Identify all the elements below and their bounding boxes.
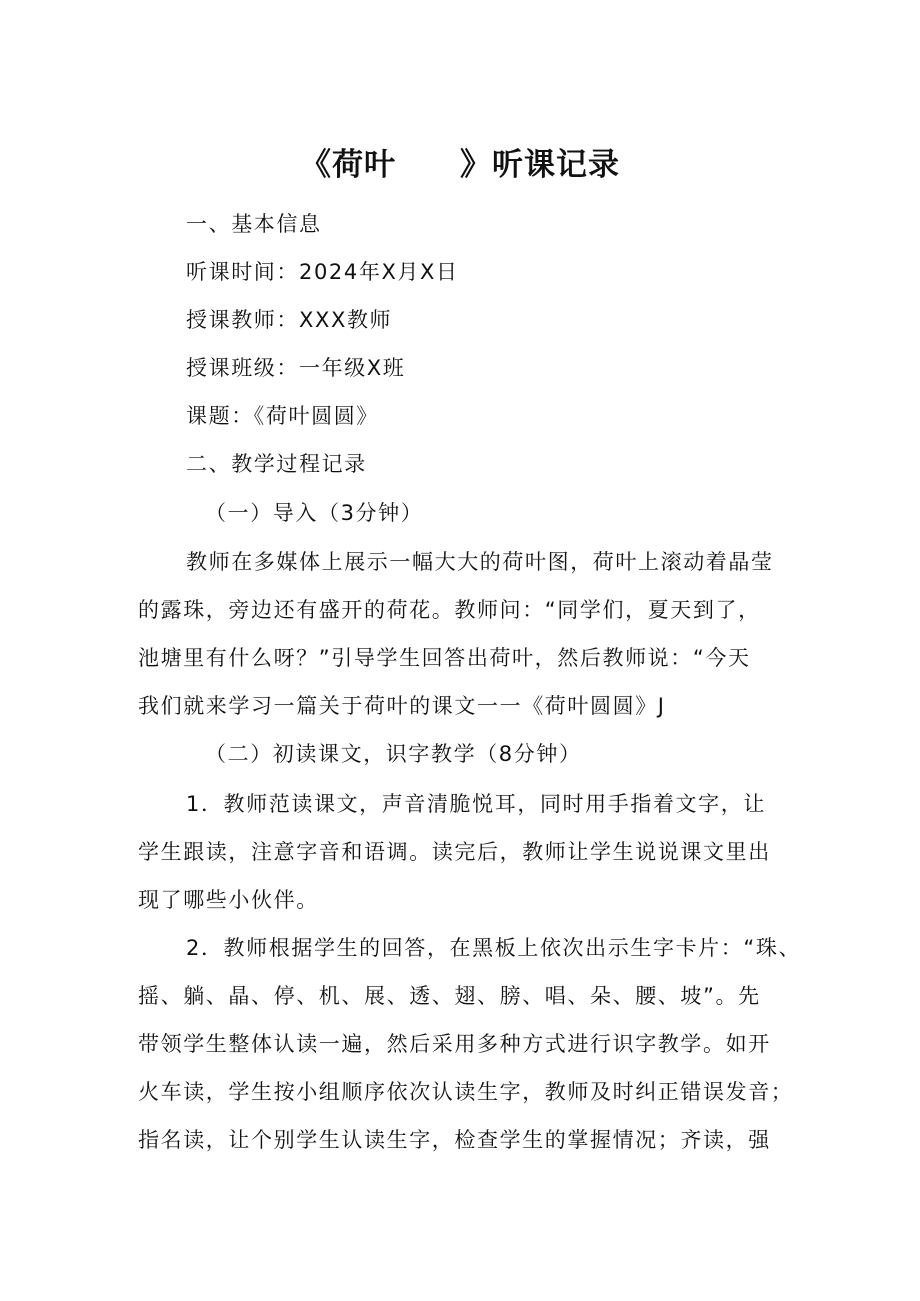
paragraph-line: 学生跟读，注意字音和语调。读完后，教师让学生说说课文里出 (138, 840, 771, 864)
page-title: 《荷叶 》听课记录 (300, 147, 620, 183)
paragraph-line: 带领学生整体认读一遍，然后采用多种方式进行识字教学。如开 (138, 1032, 771, 1056)
paragraph-line: 池塘里有什么呀？”引导学生回答出荷叶，然后教师说：“今天 (138, 646, 751, 670)
section-heading-process: 二、教学过程记录 (186, 452, 367, 476)
lesson-topic: 课题：《荷叶圆圆》 (186, 404, 379, 428)
paragraph-line: 摇、躺、晶、停、机、展、透、翅、膀、唱、朵、腰、坡”。先 (138, 984, 761, 1008)
lesson-class: 授课班级：一年级X班 (186, 356, 406, 380)
paragraph-line: 教师在多媒体上展示一幅大大的荷叶图，荷叶上滚动着晶莹 (186, 550, 774, 574)
paragraph-line: 的露珠，旁边还有盛开的荷花。教师问：“同学们，夏天到了， (138, 598, 761, 622)
lesson-time: 听课时间：2024年X月X日 (186, 260, 459, 284)
section-heading-basic-info: 一、基本信息 (186, 212, 322, 236)
paragraph-line: 火车读，学生按小组顺序依次认读生字，教师及时纠正错误发音； (138, 1080, 794, 1104)
lesson-teacher: 授课教师：XXX教师 (186, 308, 393, 332)
paragraph-line: 指名读，让个别学生认读生字，检查学生的掌握情况；齐读，强 (138, 1128, 771, 1152)
paragraph-line: 现了哪些小伙伴。 (138, 888, 319, 912)
paragraph-line: 我们就来学习一篇关于荷叶的课文一一《荷叶圆圆》J (138, 694, 666, 718)
paragraph-line: 1．教师范读课文，声音清脆悦耳，同时用手指着文字，让 (186, 792, 766, 816)
paragraph-line: 2．教师根据学生的回答，在黑板上依次出示生字卡片：“珠、 (186, 936, 802, 960)
subsection-heading-intro: （一）导入（3分钟） (205, 501, 424, 525)
subsection-heading-reading: （二）初读课文，识字教学（8分钟） (205, 742, 582, 766)
